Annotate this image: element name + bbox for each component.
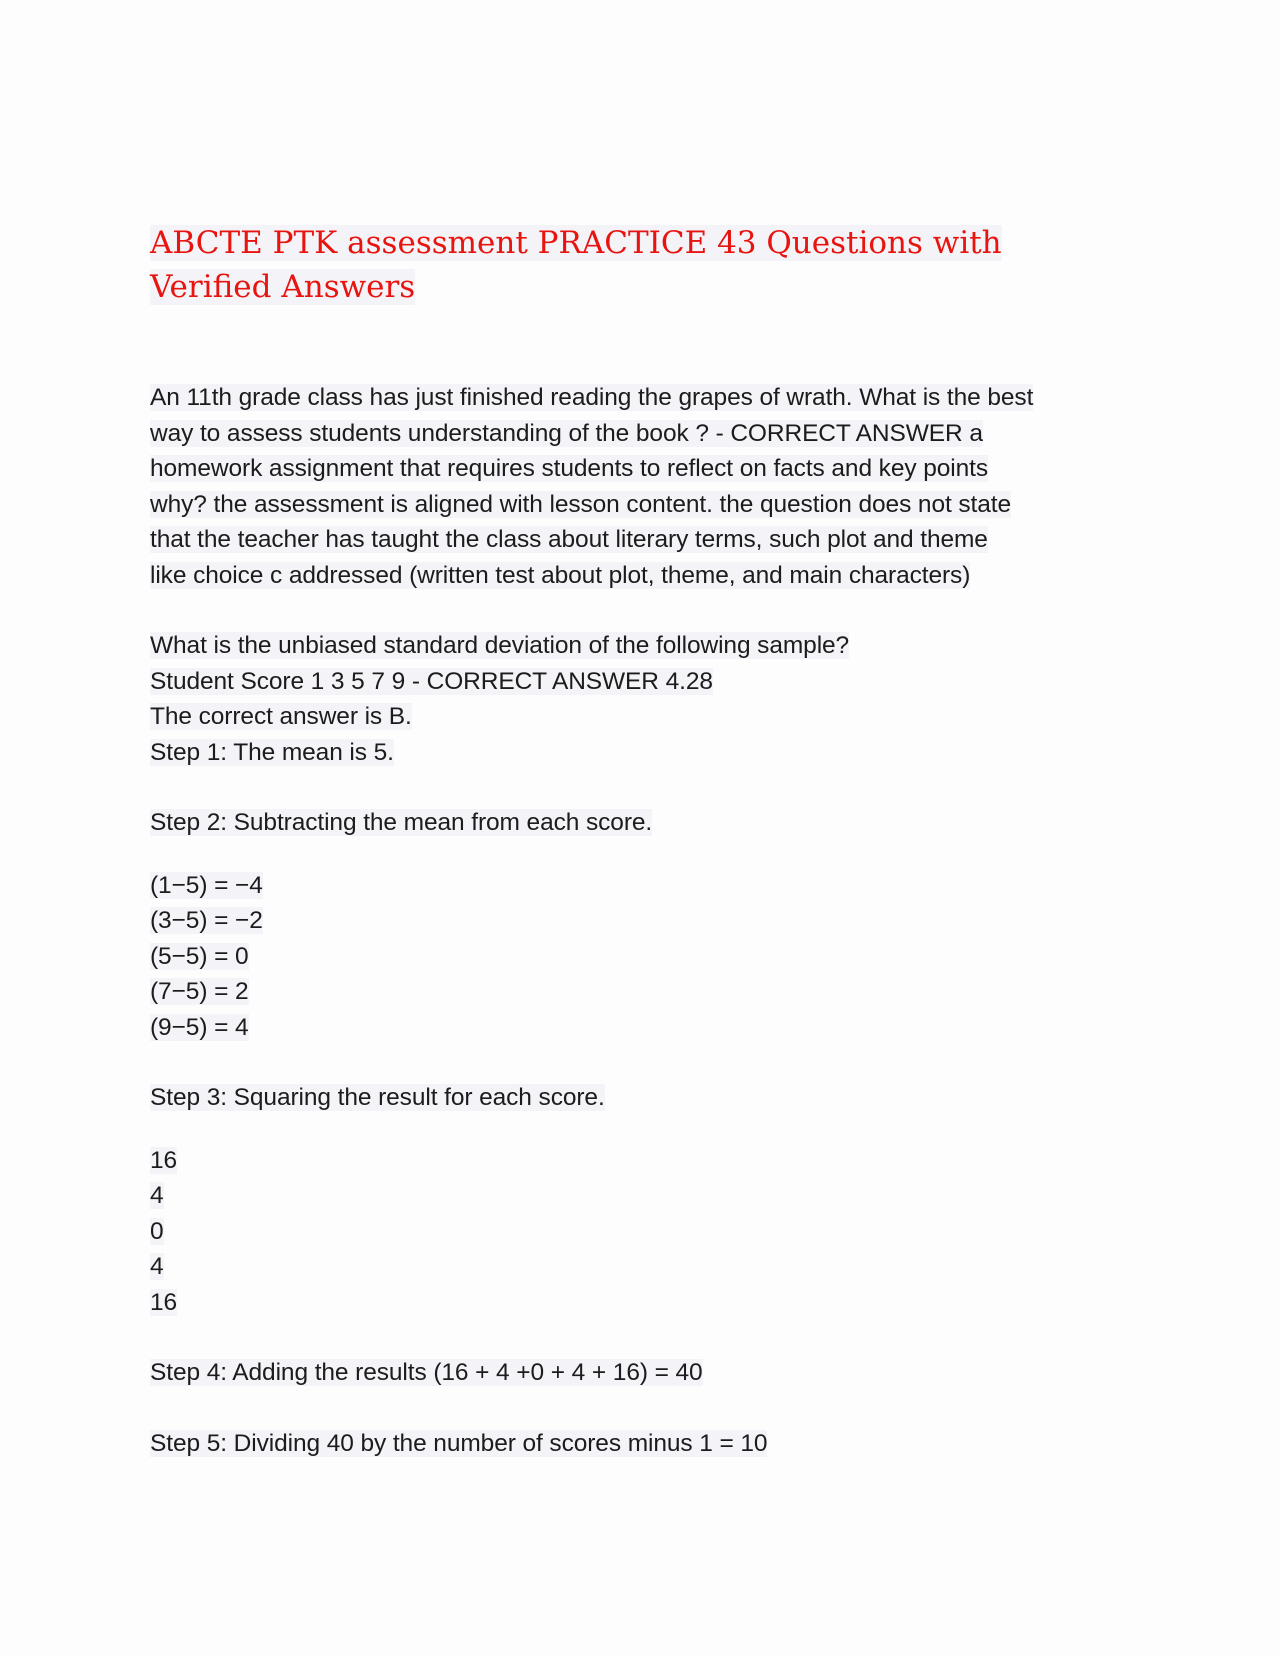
spacer [150,841,1140,868]
question-1-line: that the teacher has taught the class about literary terms, such plot and theme [150,526,988,553]
square-item: 16 [150,1146,178,1174]
question-2 [150,628,1140,1461]
question-1 [150,380,1140,593]
squares-list [150,1143,1140,1321]
question-2-intro-line: Student Score 1 3 5 7 9 - CORRECT ANSWER 4.28 [150,667,713,695]
spacer [150,309,1140,380]
question-1-line: like choice c addressed (written test about plot, theme, and main characters) [150,561,971,589]
spacer [150,1320,1140,1355]
document-content [150,221,1140,1461]
square-item: 4 [150,1253,164,1280]
spacer [150,1045,1140,1080]
step-3-heading: Step 3: Squaring the result for each score. [150,1084,605,1111]
question-2-intro-line: Step 1: The mean is 5. [150,738,394,766]
spacer [150,593,1140,628]
question-1-line: way to assess students understanding of the book ? - CORRECT ANSWER a [150,419,983,447]
differences-list [150,868,1140,1046]
step-2-heading: Step 2: Subtracting the mean from each score. [150,809,653,836]
document-title-line-2: Verified Answers [150,269,416,305]
square-item: 0 [150,1217,164,1245]
difference-item: (5−5) = 0 [150,942,249,970]
difference-item: (3−5) = −2 [150,907,263,934]
difference-item: (1−5) = −4 [150,871,263,899]
question-1-line: homework assignment that requires students to reflect on facts and key points [150,455,988,482]
square-item: 16 [150,1288,178,1316]
difference-item: (7−5) = 2 [150,978,249,1005]
square-item: 4 [150,1182,164,1209]
document-title-line-1: ABCTE PTK assessment PRACTICE 43 Questions with [150,225,1002,261]
question-1-line: An 11th grade class has just finished reading the grapes of wrath. What is the best [150,384,1034,411]
difference-item: (9−5) = 4 [150,1013,249,1041]
spacer [150,1391,1140,1426]
question-1-line: why? the assessment is aligned with lesson content. the question does not state [150,490,1012,518]
question-2-intro-line: What is the unbiased standard deviation of the following sample? [150,632,850,659]
spacer [150,1116,1140,1143]
step-5-line: Step 5: Dividing 40 by the number of scores minus 1 = 10 [150,1429,768,1457]
step-4-line: Step 4: Adding the results (16 + 4 +0 + 4 + 16) = 40 [150,1359,703,1386]
spacer [150,770,1140,805]
question-2-intro-line: The correct answer is B. [150,703,412,730]
